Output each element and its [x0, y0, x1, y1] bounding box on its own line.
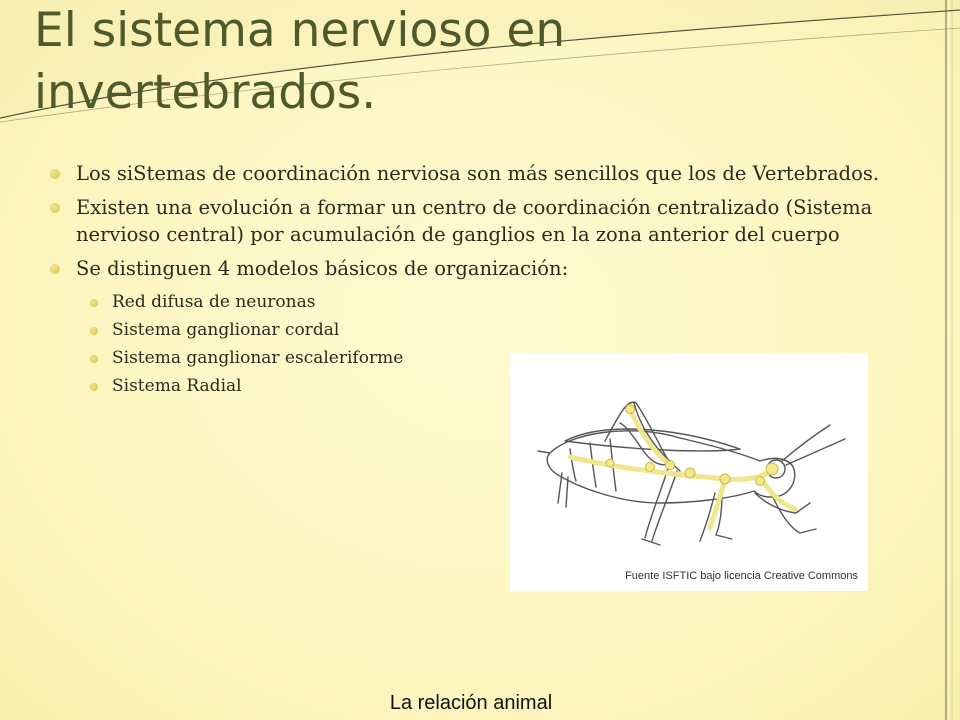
sub-bullet-dot-icon: [90, 299, 98, 307]
slide-title: [34, 0, 734, 124]
sub-bullet-text: Sistema ganglionar escaleriforme: [112, 348, 404, 368]
sub-bullet-text: Red difusa de neuronas: [112, 292, 316, 312]
bullet-text: Los siStemas de coordinación nerviosa son más sencillos que los de Vertebrados.: [76, 162, 880, 185]
slide-title-line-1: El sistema nervioso en: [34, 3, 566, 58]
bullet-item: [50, 160, 900, 187]
bullet-dot-icon: [50, 264, 60, 274]
sub-bullet-dot-icon: [90, 355, 98, 363]
sub-bullet-text: Sistema Radial: [112, 376, 242, 396]
bullet-item: [50, 194, 900, 248]
slide-footer: [0, 692, 960, 715]
sub-bullet-item: [90, 316, 900, 344]
grasshopper-figure: [510, 353, 868, 591]
sub-bullet-dot-icon: [90, 327, 98, 335]
grasshopper-icon: [510, 353, 868, 591]
footer-text: La relación animal: [389, 692, 553, 714]
bullet-text: Se distinguen 4 modelos básicos de organización:: [76, 257, 569, 280]
figure-caption: Fuente ISFTIC bajo licencia Creative Commons: [625, 570, 858, 582]
sub-bullet-text: Sistema ganglionar cordal: [112, 320, 340, 340]
bullet-text: Existen una evolución a formar un centro de coordinación centralizado (Sistema nervioso central) por acumulación de ganglios en la zona anterior del cuerpo: [76, 196, 873, 246]
bullet-dot-icon: [50, 169, 60, 179]
slide-title-line-2: invertebrados.: [34, 65, 377, 120]
sub-bullet-dot-icon: [90, 383, 98, 391]
bullet-dot-icon: [50, 203, 60, 213]
sub-bullet-item: [90, 288, 900, 316]
